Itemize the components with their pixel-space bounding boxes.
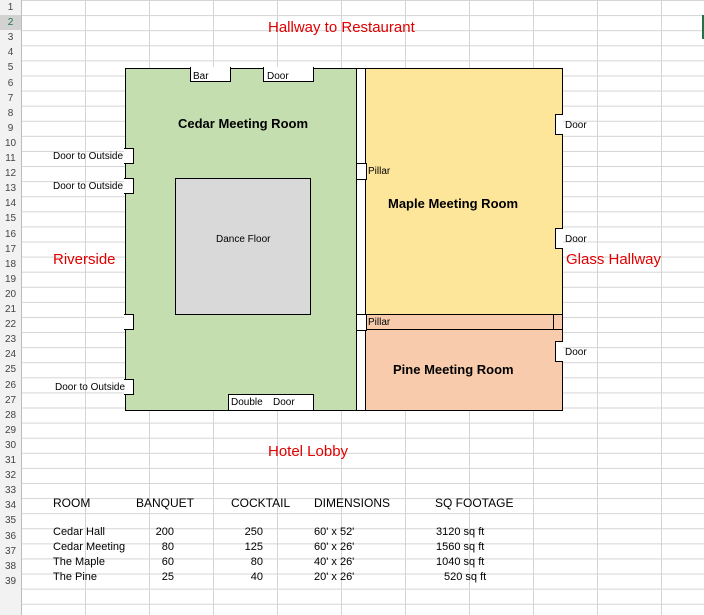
row-number[interactable]: 12: [4, 168, 17, 180]
right-door-3-notch: [555, 341, 563, 362]
row-number[interactable]: 36: [4, 530, 17, 542]
row-4-sqft: 520 sq ft: [444, 571, 487, 583]
row-number[interactable]: 19: [4, 273, 17, 285]
header-cocktail: COCKTAIL: [231, 496, 291, 510]
row-1-dimensions: 60' x 52': [314, 526, 355, 538]
door-to-outside-2-label: Door to Outside: [53, 181, 124, 192]
maple-meeting-room[interactable]: [365, 68, 563, 316]
row-number[interactable]: 38: [4, 560, 17, 572]
wall-notch-left: [124, 314, 134, 330]
row-number[interactable]: 22: [4, 319, 17, 331]
door-to-outside-1-label: Door to Outside: [53, 151, 124, 162]
door-to-outside-3-label: Door to Outside: [55, 382, 126, 393]
row-1-room: Cedar Hall: [53, 526, 105, 538]
row-2-dimensions: 60' x 26': [314, 541, 355, 553]
right-door-1-notch: [555, 114, 563, 135]
row-number[interactable]: 6: [7, 77, 14, 89]
bottom-door-label: Door: [273, 397, 295, 408]
row-number[interactable]: 14: [4, 198, 17, 210]
right-door-2-notch: [555, 228, 563, 249]
header-sq-footage: SQ FOOTAGE: [435, 496, 514, 510]
row-number[interactable]: 34: [4, 500, 17, 512]
row-number[interactable]: 33: [4, 485, 17, 497]
row-number[interactable]: 4: [7, 47, 14, 59]
glass-hallway-label: Glass Hallway: [566, 251, 662, 268]
right-door-2-label: Door: [565, 234, 587, 245]
row-number[interactable]: 20: [4, 288, 17, 300]
pine-room-name: Pine Meeting Room: [393, 362, 514, 377]
row-3-room: The Maple: [53, 556, 105, 568]
row-number[interactable]: 13: [4, 183, 17, 195]
pillar-2-label: Pillar: [368, 317, 391, 328]
row-number[interactable]: 7: [7, 92, 14, 104]
row-number[interactable]: 16: [4, 228, 17, 240]
row-number[interactable]: 30: [4, 439, 17, 451]
maple-room-name: Maple Meeting Room: [388, 196, 519, 211]
row-number[interactable]: 29: [4, 424, 17, 436]
row-number[interactable]: 17: [4, 243, 17, 255]
row-number[interactable]: 9: [7, 122, 14, 134]
header-banquet: BANQUET: [136, 496, 195, 510]
row-number[interactable]: 32: [4, 470, 17, 482]
row-2-banquet: 80: [161, 541, 174, 553]
row-4-cocktail: 40: [250, 571, 263, 583]
row-number[interactable]: 2: [0, 15, 21, 30]
row-number[interactable]: 10: [4, 137, 17, 149]
dance-floor-label: Dance Floor: [216, 234, 271, 245]
header-room: ROOM: [53, 496, 91, 510]
row-number[interactable]: 27: [4, 394, 17, 406]
row-number[interactable]: 15: [4, 213, 17, 225]
row-number[interactable]: 18: [4, 258, 17, 270]
row-number[interactable]: 23: [4, 334, 17, 346]
row-2-cocktail: 125: [244, 541, 263, 553]
double-label: Double: [231, 397, 263, 408]
row-number[interactable]: 35: [4, 515, 17, 527]
row-3-banquet: 60: [161, 556, 174, 568]
row-4-banquet: 25: [161, 571, 174, 583]
row-3-sqft: 1040 sq ft: [436, 556, 485, 568]
outside-door-1-notch: [124, 148, 134, 164]
row-4-dimensions: 20' x 26': [314, 571, 355, 583]
row-number[interactable]: 11: [5, 153, 16, 164]
riverside-label: Riverside: [53, 251, 116, 268]
row-number[interactable]: 1: [7, 2, 14, 13]
row-1-banquet: 200: [155, 526, 174, 538]
pillar-1: [356, 163, 367, 180]
row-1-cocktail: 250: [244, 526, 263, 538]
row-4-room: The Pine: [53, 571, 98, 583]
right-door-3-label: Door: [565, 347, 587, 358]
row-number[interactable]: 3: [7, 32, 14, 44]
cedar-room-name: Cedar Meeting Room: [178, 116, 309, 131]
pillar-1-label: Pillar: [368, 166, 391, 177]
row-number[interactable]: 21: [4, 304, 17, 315]
row-header-column[interactable]: [0, 0, 22, 615]
row-number[interactable]: 25: [4, 364, 17, 376]
row-number[interactable]: 24: [4, 349, 17, 361]
row-1-sqft: 3120 sq ft: [436, 526, 485, 538]
right-door-1-label: Door: [565, 120, 587, 131]
outside-door-3-notch: [124, 379, 134, 395]
bar-label: Bar: [193, 71, 209, 82]
row-2-room: Cedar Meeting: [53, 541, 126, 553]
header-dimensions: DIMENSIONS: [314, 496, 391, 510]
row-2-sqft: 1560 sq ft: [436, 541, 485, 553]
pillar-2: [356, 314, 367, 331]
row-number[interactable]: 28: [4, 409, 17, 421]
outside-door-2-notch: [124, 178, 134, 194]
hotel-lobby-label: Hotel Lobby: [268, 443, 349, 460]
row-number[interactable]: 26: [4, 379, 17, 391]
row-number[interactable]: 31: [4, 455, 17, 466]
top-door-label: Door: [267, 71, 289, 82]
row-3-cocktail: 80: [250, 556, 263, 568]
dance-floor[interactable]: [175, 178, 311, 315]
row-3-dimensions: 40' x 26': [314, 556, 355, 568]
hallway-to-restaurant-label: Hallway to Restaurant: [268, 19, 415, 36]
row-number[interactable]: 8: [7, 107, 14, 119]
row-number[interactable]: 5: [7, 62, 14, 74]
row-number[interactable]: 39: [4, 575, 17, 587]
row-number[interactable]: 37: [4, 545, 17, 557]
